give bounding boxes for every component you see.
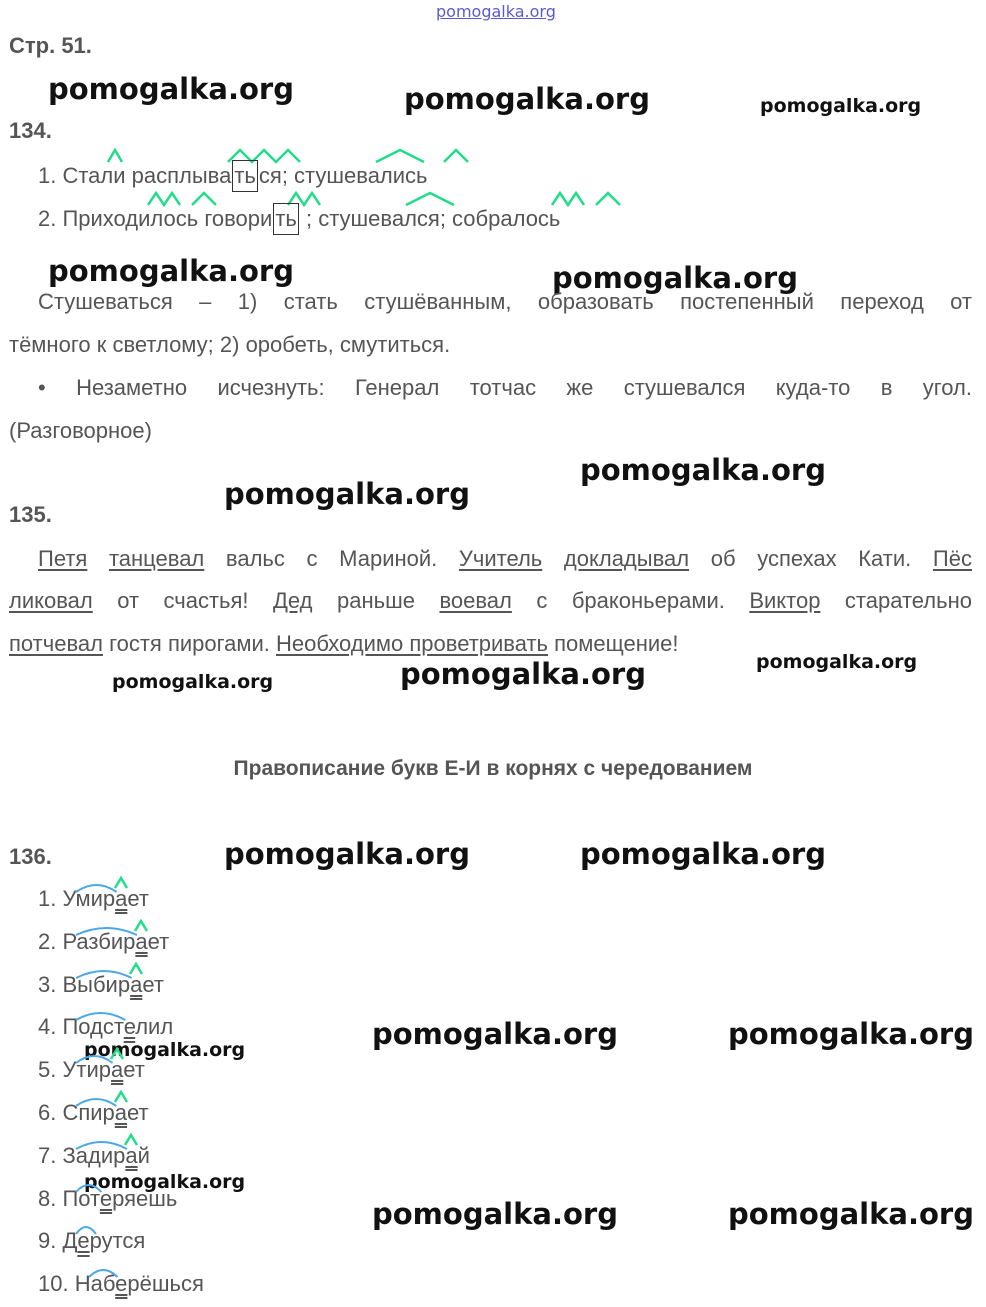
root-arc [74,1180,103,1194]
suffix-mark-path [125,1135,137,1145]
alternating-vowel: а [130,971,143,997]
ex135-line-2: ликовал от счастья! Дед раньше воевал с браконьерами. Виктор старательно [9,588,972,613]
root-mark [444,150,468,162]
watermark: pomogalka.org [580,453,826,487]
watermark: pomogalka.org [760,95,922,117]
ex134-line-1: 1. Стали расплыва ть ся; стушевались [38,160,428,192]
word-part: ет [123,1057,145,1083]
root-arc [74,1137,129,1151]
suffix-mark [109,1047,125,1061]
watermark: pomogalka.org [372,1017,618,1051]
word-part: 10. Наб [38,1271,116,1297]
alternating-vowel: е [77,1228,90,1254]
watermark: pomogalka.org [728,1197,974,1231]
word-part: 9. Д [38,1228,78,1254]
definition-line: (Разговорное) [9,418,152,443]
watermark: pomogalka.org [400,657,646,691]
word-part: 2. Разбир [38,928,136,954]
watermark: pomogalka.org [372,1197,618,1231]
alternating-vowel: е [115,1271,128,1297]
root-arc [74,1008,127,1022]
watermark: pomogalka.org [224,837,470,871]
alternating-vowel: е [123,1014,136,1040]
root-mark [596,193,620,205]
word-part: лил [135,1014,174,1040]
alternating-vowel: а [115,886,128,911]
word-part: 8. Пот [38,1185,100,1211]
exercise-number: 136. [9,844,52,869]
suffix-mark [128,962,144,976]
watermark: pomogalka.org [84,1039,246,1061]
word-part: рутся [89,1228,146,1254]
alternating-vowel: а [114,1100,128,1125]
exercise-number: 135. [9,502,52,527]
suffix-mark [133,919,149,933]
root-arc-path [76,1185,101,1192]
suffix-mark-path [135,921,147,931]
word-part: ет [127,886,149,911]
word-part: й [137,1142,150,1168]
root-arc-path [76,1056,113,1063]
watermark: pomogalka.org [404,82,650,116]
watermark: pomogalka.org [112,671,274,693]
root-arc-path [76,971,132,978]
root-arc [74,923,139,937]
suffix-mark-path [130,964,142,974]
word-part: ет [147,928,170,954]
root-arc-path [76,885,117,892]
page-ref: Стр. 51. [9,33,92,58]
root-arc [74,1222,98,1236]
root-arc-path [89,1270,117,1277]
word-part: 7. Задир [38,1142,126,1168]
definition-line: Стушеваться – 1) стать стушёванным, образовать постепенный переход от [38,289,972,314]
section-heading: Правописание букв Е-И в корнях с чередованием [233,757,753,780]
watermark: pomogalka.org [552,261,798,295]
watermark: pomogalka.org [728,1017,974,1051]
suffix-mark-path [115,1092,127,1102]
word-part: 4. Подст [38,1014,124,1040]
word-part: ряешь [112,1185,178,1211]
word-part: рёшься [127,1271,204,1297]
word-part: 3. Выбир [38,971,131,997]
root-arc [74,966,134,980]
suffix-mark [113,1090,129,1104]
watermark: pomogalka.org [84,1171,246,1193]
word-part: 6. Спир [38,1100,115,1125]
definition-line: тёмного к светлому; 2) оробеть, смутиться. [9,332,451,357]
suffix-mark-path [115,878,127,888]
watermark: pomogalka.org [48,72,294,106]
definition-line: • Незаметно исчезнуть: Генерал тотчас же стушевался куда-то в угол. [38,375,972,400]
exercise-number: 134. [9,118,52,143]
watermark: pomogalka.org [756,651,918,673]
alternating-vowel: е [99,1185,113,1211]
list-item [38,1186,177,1212]
root-arc-path [76,1227,96,1234]
ex135-line-3: потчевал гостя пирогами. Необходимо проветривать помещение! [9,631,679,656]
word-part: ет [127,1100,149,1125]
watermark: pomogalka.org [580,837,826,871]
suffix-mark [123,1133,139,1147]
word-part: 1. Умир [38,886,116,911]
watermark: pomogalka.org [48,254,294,288]
watermark-top[interactable]: pomogalka.org [436,2,556,21]
root-arc-path [76,928,137,935]
root-arc [87,1265,119,1279]
root-arc-path [76,1099,116,1106]
ex134-line-2: 2. Приходилось говори ть ; стушевался; собралось [38,203,560,235]
ex135-line-1: Петя танцевал вальс с Мариной. Учитель докладывал об успехах Кати. Пёс [38,546,972,571]
word-part: 5. Утир [38,1057,112,1083]
root-arc-path [76,1142,127,1149]
suffix-mark-path [111,1049,123,1059]
alternating-vowel: а [135,928,148,954]
list-item [38,1271,204,1297]
watermark: pomogalka.org [224,477,470,511]
root-arc-path [76,1013,125,1020]
alternating-vowel: а [111,1057,124,1083]
suffix-mark [113,876,129,890]
alternating-vowel: а [125,1142,138,1168]
word-part: ет [142,971,164,997]
